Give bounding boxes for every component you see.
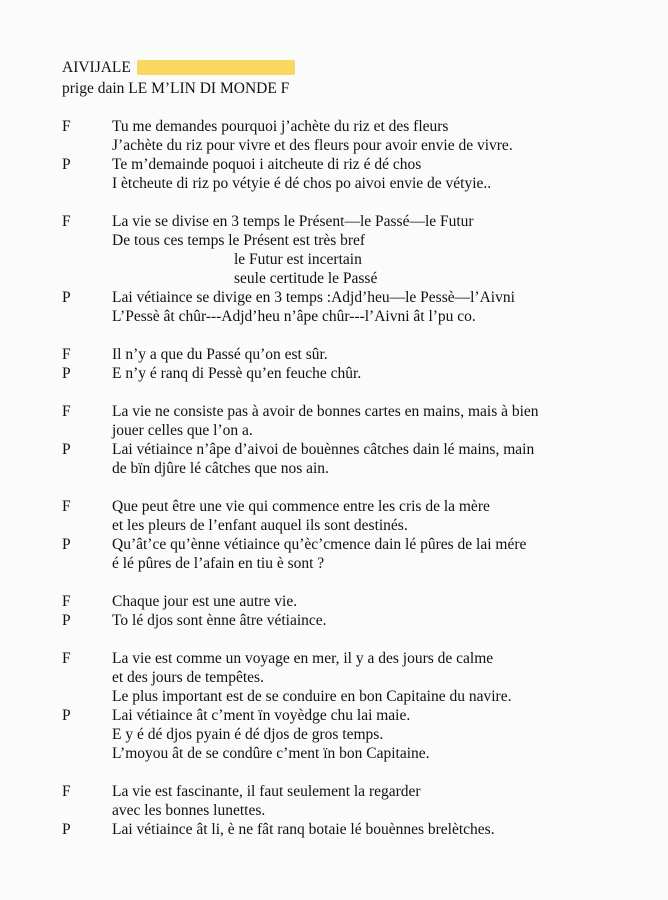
text-line: De tous ces temps le Présent est très bref [112,232,366,249]
patois-entry [62,155,652,193]
proverb-group [62,649,652,763]
proverb-group [62,212,652,326]
entry-lines [112,402,652,440]
entry-lines [112,592,652,611]
text-line: L’moyou ât de se condûre c’ment ïn bon Capitaine. [112,745,430,762]
text-line: Lai vétiaince n’âpe d’aivoi de bouènnes câtches dain lé mains, main [112,441,535,458]
language-marker: P [62,156,71,173]
text-line: Tu me demandes pourquoi j’achète du riz et des fleurs [112,118,449,135]
language-marker: F [62,213,71,230]
entry-lines [112,611,652,630]
entry-lines [112,535,652,573]
proverb-group [62,402,652,478]
proverb-group [62,497,652,573]
proverb-group [62,782,652,839]
document-body [62,117,652,858]
text-line: jouer celles que l’on a. [112,422,253,439]
french-entry [62,782,652,820]
text-line: Que peut être une vie qui commence entre les cris de la mère [112,498,490,515]
text-line: Lai vétiaince ât li, è ne fât ranq botaie lé bouènnes brelètches. [112,821,495,838]
text-line: La vie est fascinante, il faut seulement la regarder [112,783,421,800]
patois-entry [62,611,652,630]
language-marker: F [62,346,71,363]
patois-entry [62,706,652,763]
language-marker: P [62,536,71,553]
proverb-group [62,345,652,383]
text-line: avec les bonnes lunettes. [112,802,266,819]
text-line: Lai vétiaince ât c’ment ïn voyèdge chu lai maie. [112,707,411,724]
language-marker: P [62,441,71,458]
text-line: de bïn djûre lé câtches que nos ain. [112,460,329,477]
language-marker: F [62,118,71,135]
text-line: J’achète du riz pour vivre et des fleurs pour avoir envie de vivre. [112,137,513,154]
proverb-group [62,117,652,193]
language-marker: F [62,498,71,515]
entry-lines [112,117,652,155]
patois-entry [62,364,652,383]
text-line: E n’y é ranq di Pessè qu’en feuche chûr. [112,365,362,382]
text-line: Te m’demainde poquoi i aitcheute di riz é dé chos [112,156,422,173]
text-line: La vie se divise en 3 temps le Présent—le Passé—le Futur [112,213,474,230]
patois-entry [62,440,652,478]
entry-lines [112,820,652,839]
document-subtitle: prige dain LE M’LIN DI MONDE F [62,80,290,97]
text-line: I ètcheute di riz po vétyie é dé chos po aivoi envie de vétyie.. [112,175,492,192]
entry-lines [112,288,652,326]
document-title: AIVIJALE [62,59,131,76]
text-line: é lé pûres de l’afain en tiu è sont ? [112,555,325,572]
text-line: Chaque jour est une autre vie. [112,593,298,610]
entry-lines [112,364,652,383]
text-line: et des jours de tempêtes. [112,669,264,686]
french-entry [62,497,652,535]
highlighter-mark [137,60,295,75]
text-line: Il n’y a que du Passé qu’on est sûr. [112,346,328,363]
language-marker: P [62,289,71,306]
patois-entry [62,288,652,326]
language-marker: P [62,612,71,629]
language-marker: F [62,783,71,800]
french-entry [62,212,652,288]
entry-lines [112,497,652,535]
entry-lines [112,345,652,364]
entry-lines [112,212,652,288]
patois-entry [62,535,652,573]
proverb-group [62,592,652,630]
french-entry [62,345,652,364]
text-line: Lai vétiaince se divige en 3 temps :Adjd’heu—le Pessè—l’Aivni [112,289,515,306]
entry-lines [112,706,652,763]
language-marker: P [62,707,71,724]
language-marker: P [62,821,71,838]
text-line: et les pleurs de l’enfant auquel ils sont destinés. [112,517,408,534]
text-line: seule certitude le Passé [234,270,378,287]
text-line: La vie ne consiste pas à avoir de bonnes cartes en mains, mais à bien [112,403,539,420]
french-entry [62,117,652,155]
text-line: L’Pessè ât chûr---Adjd’heu n’âpe chûr---l’Aivni ât l’pu co. [112,308,476,325]
french-entry [62,592,652,611]
language-marker: F [62,593,71,610]
text-line: To lé djos sont ènne âtre vétiaince. [112,612,327,629]
language-marker: F [62,650,71,667]
document-header [62,57,295,99]
text-line: Qu’ât’ce qu’ènne vétiaince qu’èc’cmence dain lé pûres de lai mére [112,536,527,553]
entry-lines [112,649,652,706]
entry-lines [112,440,652,478]
text-line: le Futur est incertain [234,251,362,268]
text-line: Le plus important est de se conduire en bon Capitaine du navire. [112,688,512,705]
language-marker: F [62,403,71,420]
text-line: E y é dé djos pyain é dé djos de gros temps. [112,726,384,743]
text-line: La vie est comme un voyage en mer, il y a des jours de calme [112,650,494,667]
french-entry [62,402,652,440]
entry-lines [112,155,652,193]
language-marker: P [62,365,71,382]
entry-lines [112,782,652,820]
patois-entry [62,820,652,839]
french-entry [62,649,652,706]
